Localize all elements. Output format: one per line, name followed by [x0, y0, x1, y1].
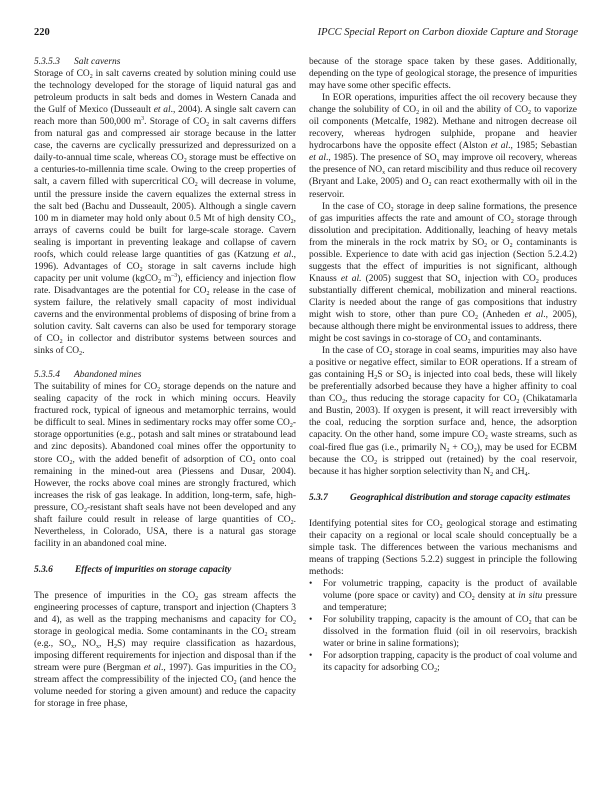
text-run: -storage opportunities (e.g., potash and salt mines or stratabound lead and zinc deposits). Abandoned coal mines offer the opportunity to store CO: [34, 418, 296, 465]
subscript: 2: [289, 423, 293, 430]
subscript: 2: [474, 314, 478, 321]
subscript: 4: [524, 471, 528, 478]
text-run: storage in deep saline formations, the presence of gas impurities affects the rate and amount of CO: [309, 201, 577, 224]
text-run: S or SO: [377, 370, 409, 381]
text-run: In the case of CO: [322, 346, 390, 357]
text-run: stream (e.g., SO: [34, 627, 297, 650]
subsection-heading: [34, 369, 296, 381]
text-run: + CO: [449, 442, 474, 453]
section-title: Effects of impurities on storage capacity: [75, 564, 232, 575]
text-run: For adsorption trapping, capacity is the product of coal volume and its capacity for adsorbing CO: [323, 651, 577, 674]
text-run: storage in geological media. Some contaminants in the CO: [34, 627, 265, 638]
text-run: ., 1985; Sebastian: [508, 141, 578, 152]
text-run: stream affect the compressibility of the injected CO: [34, 675, 234, 686]
subscript: 2: [157, 387, 161, 394]
italic-text: in situ: [518, 590, 543, 601]
subscript: 2: [264, 632, 268, 639]
text-run: is stripped out (retained) by the coal reservoir, because it has higher sorption selectivity than N: [309, 454, 577, 477]
text-run: Storage of CO: [34, 69, 90, 80]
subscript: 2: [374, 459, 378, 466]
paragraph: [309, 92, 577, 200]
italic-text: et al: [309, 153, 326, 164]
text-run: is injected into coal beds, these will likely be preferentially adsorbed because they have a higher affinity to coal than CO: [309, 370, 577, 405]
subscript: 2: [446, 447, 450, 454]
subscript: x: [457, 278, 461, 285]
text-run: gas stream affects the engineering processes of capture, transport and injection (Chapters 3 and 4), as well as the trapping mechanisms and capacity for CO: [34, 590, 296, 626]
italic-text: et al: [273, 249, 292, 260]
italic-text: et al: [143, 663, 161, 674]
subscript: 2: [59, 339, 63, 346]
subscript: 2: [290, 218, 294, 225]
subscript: 2: [69, 459, 73, 466]
subscript: 2: [528, 620, 532, 627]
text-run: produces substantially different chemical, mobilization and mineral reactions. Clarity is needed about the range of gas compositions that industry might wish to store, other than pure CO: [309, 273, 577, 320]
text-run: Identifying potential sites for CO: [309, 518, 440, 529]
subscript: 2: [183, 158, 187, 165]
text-run: can react exothermally with oil in the reservoir.: [309, 177, 577, 200]
subscript: 2: [439, 523, 443, 530]
text-run: . Nevertheless, in Colorado, USA, there is a natural gas storage facility in an abandoned coal mine.: [34, 514, 296, 549]
text-run: , thus reducing the storage capacity for CO: [345, 394, 517, 405]
subscript: 2: [428, 182, 432, 189]
right-column: [309, 56, 577, 674]
text-run: in salt caverns created by solution mining could use the technology developed for the storage of liquid natural gas and petroleum products in salt beds and domes in Western Canada and the Gulf of Mexico (Dusseault: [34, 69, 296, 116]
text-run: ., 1985). The presence of SO: [325, 153, 437, 164]
subscript: 2: [195, 595, 199, 602]
text-run: ), may be used for ECBM because the CO: [309, 442, 577, 465]
subscript: 2: [467, 339, 471, 346]
text-run: in salt caverns differs from natural gas and compressed air storage because in the latter case, the caverns are cyclically pressurized and depressurized on a daily-to-annual time scale, whereas CO: [34, 117, 296, 164]
subscript: 2: [293, 620, 296, 627]
subscript: x: [436, 158, 440, 165]
text-run: For solubility trapping, capacity is the amount of CO: [323, 615, 529, 626]
bullet-item: [309, 578, 577, 614]
section-number: 5.3.7: [309, 492, 328, 503]
text-run: , arrays of caverns could be built for large-scale storage. Cavern sealing is important in preventing leakage and collapse of cavern roofs, which could release large quantities of gas (Katzung: [34, 213, 296, 260]
subscript: 2: [114, 644, 117, 651]
text-run: The suitability of mines for CO: [34, 382, 158, 393]
paragraph: [34, 68, 296, 357]
spacer: [309, 478, 577, 492]
bullet-item: [309, 614, 577, 650]
subscript: 2: [342, 399, 346, 406]
paragraph: [309, 345, 577, 478]
spacer: [34, 576, 296, 590]
subsection-title: Abandoned mines: [74, 370, 142, 381]
running-title: IPCC Special Report on Carbon dioxide Capture and Storage: [317, 27, 578, 38]
text-run: density at: [474, 590, 519, 601]
text-run: ., 2004). A single salt cavern can reach more than 500,000 m: [34, 105, 296, 128]
text-run: ;: [437, 663, 440, 674]
subscript: 2: [510, 218, 514, 225]
text-run: S) may require classification as hazardous, imposing different requirements for injection and disposal than if the stream were pure (Bergman: [34, 639, 296, 674]
subsection-number: 5.3.5.4: [34, 370, 60, 381]
subscript: 2: [528, 110, 532, 117]
section-title: Geographical distribution and storage capacity estimates: [350, 492, 571, 503]
italic-text: et al: [524, 309, 544, 320]
subscript: 2: [139, 266, 143, 273]
text-run: -resistant shaft seals have not been developed and any shaft failure could result in release of large quantities of CO: [34, 502, 297, 525]
spacer: [34, 357, 296, 369]
superscript: –3: [171, 272, 178, 279]
subscript: 2: [157, 278, 161, 285]
subscript: 2: [79, 351, 83, 358]
bullet-list: [309, 578, 577, 674]
superscript: 3: [141, 116, 145, 123]
subscript: 2: [484, 242, 488, 249]
text-run: .: [527, 466, 530, 477]
subscript: 2: [535, 278, 539, 285]
subscript: 2: [374, 375, 378, 382]
spacer: [34, 550, 296, 564]
subsection-number: 5.3.5.3: [34, 57, 60, 67]
text-run: m: [160, 273, 172, 284]
text-run: (Chikatamarla and Bustin, 2003). If oxygen is present, it will react irreversibly with the coal, reducing the sorption surface and, hence, the adsorption capacity. On the other hand, some impure CO: [309, 394, 578, 441]
text-run: .: [82, 346, 85, 357]
subscript: 2: [490, 471, 494, 478]
subscript: x: [71, 644, 75, 651]
text-run: pressure and temperature;: [323, 590, 577, 614]
subscript: x: [95, 644, 99, 651]
text-run: in oil and the ability of CO: [419, 105, 529, 116]
italic-text: et al: [153, 105, 171, 116]
text-run: storage in coal seams, impurities may also have a positive or negative effect, similar to EOR operations. If a stream of gas containing H: [309, 346, 577, 381]
subscript: 2: [233, 680, 237, 687]
text-run: and CH: [493, 466, 525, 477]
subscript: 2: [390, 206, 394, 213]
text-run: that can be dissolved in the formation fluid (oil in oil reservoirs, brackish water or brine in saline formations);: [323, 615, 578, 650]
text-run: . Storage of CO: [144, 117, 207, 128]
italic-text: et al: [490, 141, 509, 152]
text-run: (2005) suggest that SO: [361, 273, 458, 284]
text-run: contaminants is possible. Experience to date with acid gas injection (Section 5.2.4.2) suggests that the effect of impurities is not significant, although Knauss: [309, 237, 577, 284]
text-run: (Anheden: [477, 309, 525, 320]
text-run: storage must be effective on a centuries-to-millennia time scale. Owing to the creep properties of salt, a cavern filled with supercritical CO: [34, 153, 296, 188]
text-run: ., 2005), because although there might be environmental issues to address, there might be cost savings in co-storage of CO: [309, 309, 577, 345]
subscript: 2: [83, 507, 87, 514]
subscript: 2: [434, 668, 438, 675]
text-run: , H: [98, 639, 114, 650]
subscript: 2: [290, 519, 294, 526]
text-run: waste streams, such as coal-fired flue gas (i.e., primarily N: [309, 430, 578, 453]
subsection-heading: [34, 56, 296, 68]
spacer: [309, 504, 577, 518]
subscript: 2: [471, 595, 475, 602]
text-run: storage through dissolution and precipitation. Additionally, leaching of heavy metals from the minerals in the rock matrix by SO: [309, 213, 577, 248]
text-run: release in the case of system failure, the relatively small capacity of most individual caverns and the environmental problems of disposing of brine from a solution cavity. Salt caverns can also be used for temporary storage of CO: [34, 285, 296, 345]
bullet-icon: •: [309, 578, 313, 589]
text-run: can retard miscibility and thus reduce oil recovery (Bryant and Lake, 2005) and O: [309, 165, 578, 188]
page-header: [34, 27, 578, 41]
text-run: or O: [487, 237, 510, 248]
text-run: injection with CO: [460, 273, 536, 284]
subscript: 2: [89, 74, 93, 81]
section-number: 5.3.6: [34, 564, 53, 575]
section-heading: [309, 492, 577, 504]
italic-text: et al.: [340, 273, 362, 284]
section-heading: [34, 564, 296, 576]
text-run: will decrease in volume, until the pressure inside the cavern equalizes the external stress in the salt bed (Bachu and Dusseault, 2005). Although a single cavern 100 m in diameter may hold only about 0.5 Mt of high density CO: [34, 177, 296, 224]
text-run: ., 1996). Advantages of CO: [34, 249, 297, 272]
subscript: 2: [484, 435, 488, 442]
text-run: (and hence the volume needed for storing a given amount) and reduce the capacity for storage in free phase,: [34, 675, 296, 710]
text-run: in collector and distributor systems between sources and sinks of CO: [34, 334, 296, 357]
subscript: 2: [194, 182, 198, 189]
text-run: In EOR operations, impurities affect the oil recovery because they change the solubility of CO: [309, 93, 577, 116]
text-run: geological storage and estimating their capacity on a regional or local scale should conceptually be a simple task. The differences between the various mechanisms and means of trapping (Sections 5.2.2) suggest in principle the following methods:: [309, 518, 577, 577]
text-run: For volumetric trapping, capacity is the product of available volume (pore space or cavity) and CO: [323, 578, 577, 601]
paragraph: [309, 518, 577, 578]
text-run: In the case of CO: [322, 201, 391, 212]
text-run: , with the added benefit of adsorption of CO: [72, 454, 253, 465]
subscript: 2: [252, 459, 256, 466]
text-run: The presence of impurities in the CO: [34, 590, 196, 601]
text-run: because of the storage space taken by these gases. Additionally, depending on the type of geological storage, the presence of impurities may have some other specific effects.: [309, 57, 577, 92]
paragraph: [309, 56, 577, 92]
left-column: [34, 56, 296, 710]
page-number: 220: [34, 27, 50, 38]
subscript: 2: [416, 110, 420, 117]
paragraph: [34, 590, 296, 710]
subscript: 2: [206, 122, 210, 129]
text-run: to vaporize oil components (Metcalfe, 1982). Methane and nitrogen decrease oil recovery, whereas hydrogen sulphide, propane and heavier hydrocarbons have the opposite effect (Alston: [309, 105, 577, 152]
bullet-item: [309, 650, 577, 674]
subscript: 2: [509, 242, 513, 249]
text-run: onto coal remaining in the mined-out area (Piessens and Dusar, 2004). However, the rocks above coal mines are strongly fractured, which increases the risk of gas leakage. In addition, long-term, safe, high-pressure, CO: [34, 454, 296, 513]
subscript: x: [382, 170, 386, 177]
bullet-icon: •: [309, 651, 313, 662]
paragraph: [309, 201, 577, 346]
subscript: 2: [516, 399, 520, 406]
text-run: ), efficiency and injection flow rate. Disadvantages are the potential for CO: [34, 273, 296, 296]
subscript: 2: [408, 375, 412, 382]
text-run: and contaminants.: [470, 334, 542, 345]
subscript: 2: [389, 351, 393, 358]
text-run: , NO: [74, 639, 96, 650]
subscript: 2: [206, 290, 210, 297]
bullet-icon: •: [309, 615, 313, 626]
text-run: ., 1997). Gas impurities in the CO: [160, 663, 294, 674]
subscript: 2: [293, 668, 297, 675]
text-run: storage in salt caverns include high capacity per unit volume (kgCO: [34, 261, 296, 284]
text-run: may improve oil recovery, whereas the presence of NO: [309, 153, 577, 176]
subscript: 2: [473, 447, 477, 454]
subsection-title: Salt caverns: [74, 57, 121, 67]
paragraph: [34, 381, 296, 550]
text-run: storage depends on the nature and sealing capacity of the rock in which mining occurs. Heavily fractured rock, typical of igneous and metamorphic terrains, would be difficult to seal. Mines in sedimentary rocks may offer some CO: [34, 382, 296, 429]
